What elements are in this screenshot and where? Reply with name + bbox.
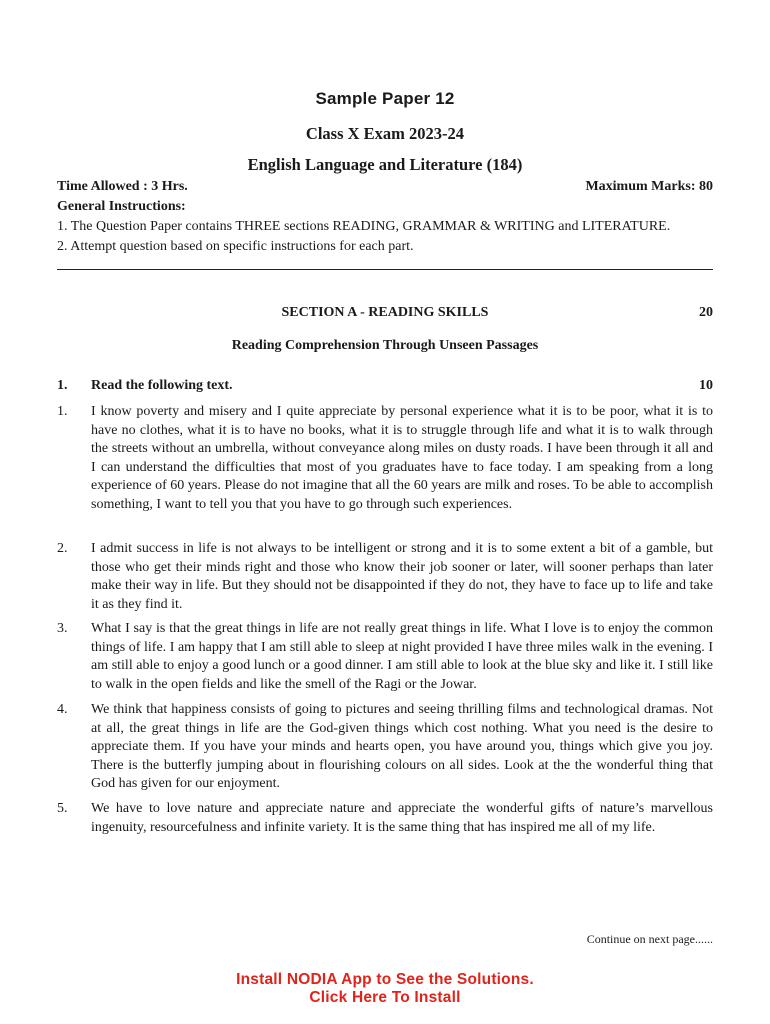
instruction-item: 2. Attempt question based on specific instructions for each part.: [57, 239, 414, 254]
continue-note: Continue on next page......: [586, 932, 713, 946]
paper-title: Sample Paper 12: [315, 89, 455, 108]
passage-paragraph: [57, 701, 713, 794]
paragraph-number: 4.: [57, 702, 68, 717]
passage-paragraph: [57, 403, 713, 515]
paragraph-number: 5.: [57, 801, 68, 816]
passage-paragraph: [57, 620, 713, 694]
maximum-marks: Maximum Marks: 80: [585, 179, 713, 194]
passage-paragraph: [57, 540, 713, 614]
time-allowed: Time Allowed : 3 Hrs.: [57, 179, 188, 194]
paragraph-number: 3.: [57, 621, 68, 636]
click-to-install-link[interactable]: Click Here To Install: [309, 989, 461, 1006]
passage-paragraph: [57, 800, 713, 837]
section-marks: 20: [699, 305, 713, 320]
install-app-link[interactable]: Install NODIA App to See the Solutions.: [236, 971, 534, 988]
question-number: 1.: [57, 378, 68, 393]
paragraph-text: I admit success in life is not always to be intelligent or strong and it is to some extent a bit of a gamble, but those who get their minds right and those who know their job sooner or later, will sooner perhaps than later make their way in life. But they should not be disappointed if they do not, they have to face up to life and take it as they find it.: [91, 541, 713, 612]
paragraph-text: We have to love nature and appreciate nature and appreciate the wonderful gifts of nature’s marvellous ingenuity, resourcefulness and infinite variety. It is the same thing that has inspired me all of my life.: [91, 801, 713, 835]
instruction-item: 1. The Question Paper contains THREE sections READING, GRAMMAR & WRITING and LITERATURE.: [57, 219, 671, 234]
general-instructions-title: General Instructions:: [57, 199, 186, 214]
class-exam-heading: Class X Exam 2023-24: [305, 124, 465, 143]
paragraph-text: I know poverty and misery and I quite appreciate by personal experience what it is to be poor, what it is to have no clothes, what it is to have no books, what it is to struggle through life and what it is to walk through the streets without an umbrella, without conveyance along miles on dusty roads. I have been through it all and I can understand the difficulties that most of you graduates have to face today. I am speaking from a long experience of 60 years. Please do not imagine that all the 60 years are milk and roses. To be able to accomplish something, I want to tell you that you have to go through such experiences.: [91, 404, 713, 512]
section-title: SECTION A - READING SKILLS: [281, 305, 489, 320]
question-text: Read the following text.: [91, 378, 233, 393]
section-subheading: Reading Comprehension Through Unseen Passages: [231, 338, 539, 353]
subject-heading: English Language and Literature (184): [247, 155, 523, 174]
paragraph-number: 1.: [57, 404, 68, 419]
paragraph-number: 2.: [57, 541, 68, 556]
paragraph-text: We think that happiness consists of going to pictures and seeing thrilling films and technological dramas. Not at all, the great things in life are the God-given things which cost nothing. What you need is the desire to appreciate them. If you have your minds and hearts open, you have around you, things which give you joy. There is the butterfly jumping about in flourishing colours on all sides. Look at the the wonderful thing that God has given for our enjoyment.: [91, 702, 713, 792]
question-marks: 10: [699, 378, 713, 393]
paragraph-text: What I say is that the great things in life are not really great things in life. What I love is to enjoy the common things of life. I am happy that I am still able to sleep at night provided I have three miles walk in the evening. I am still able to enjoy a good lunch or a good dinner. I am still able to look at the blue sky and like it. I still like to walk in the open fields and like the smell of the Ragi or the Jowar.: [91, 621, 713, 692]
header-divider: [57, 269, 713, 270]
